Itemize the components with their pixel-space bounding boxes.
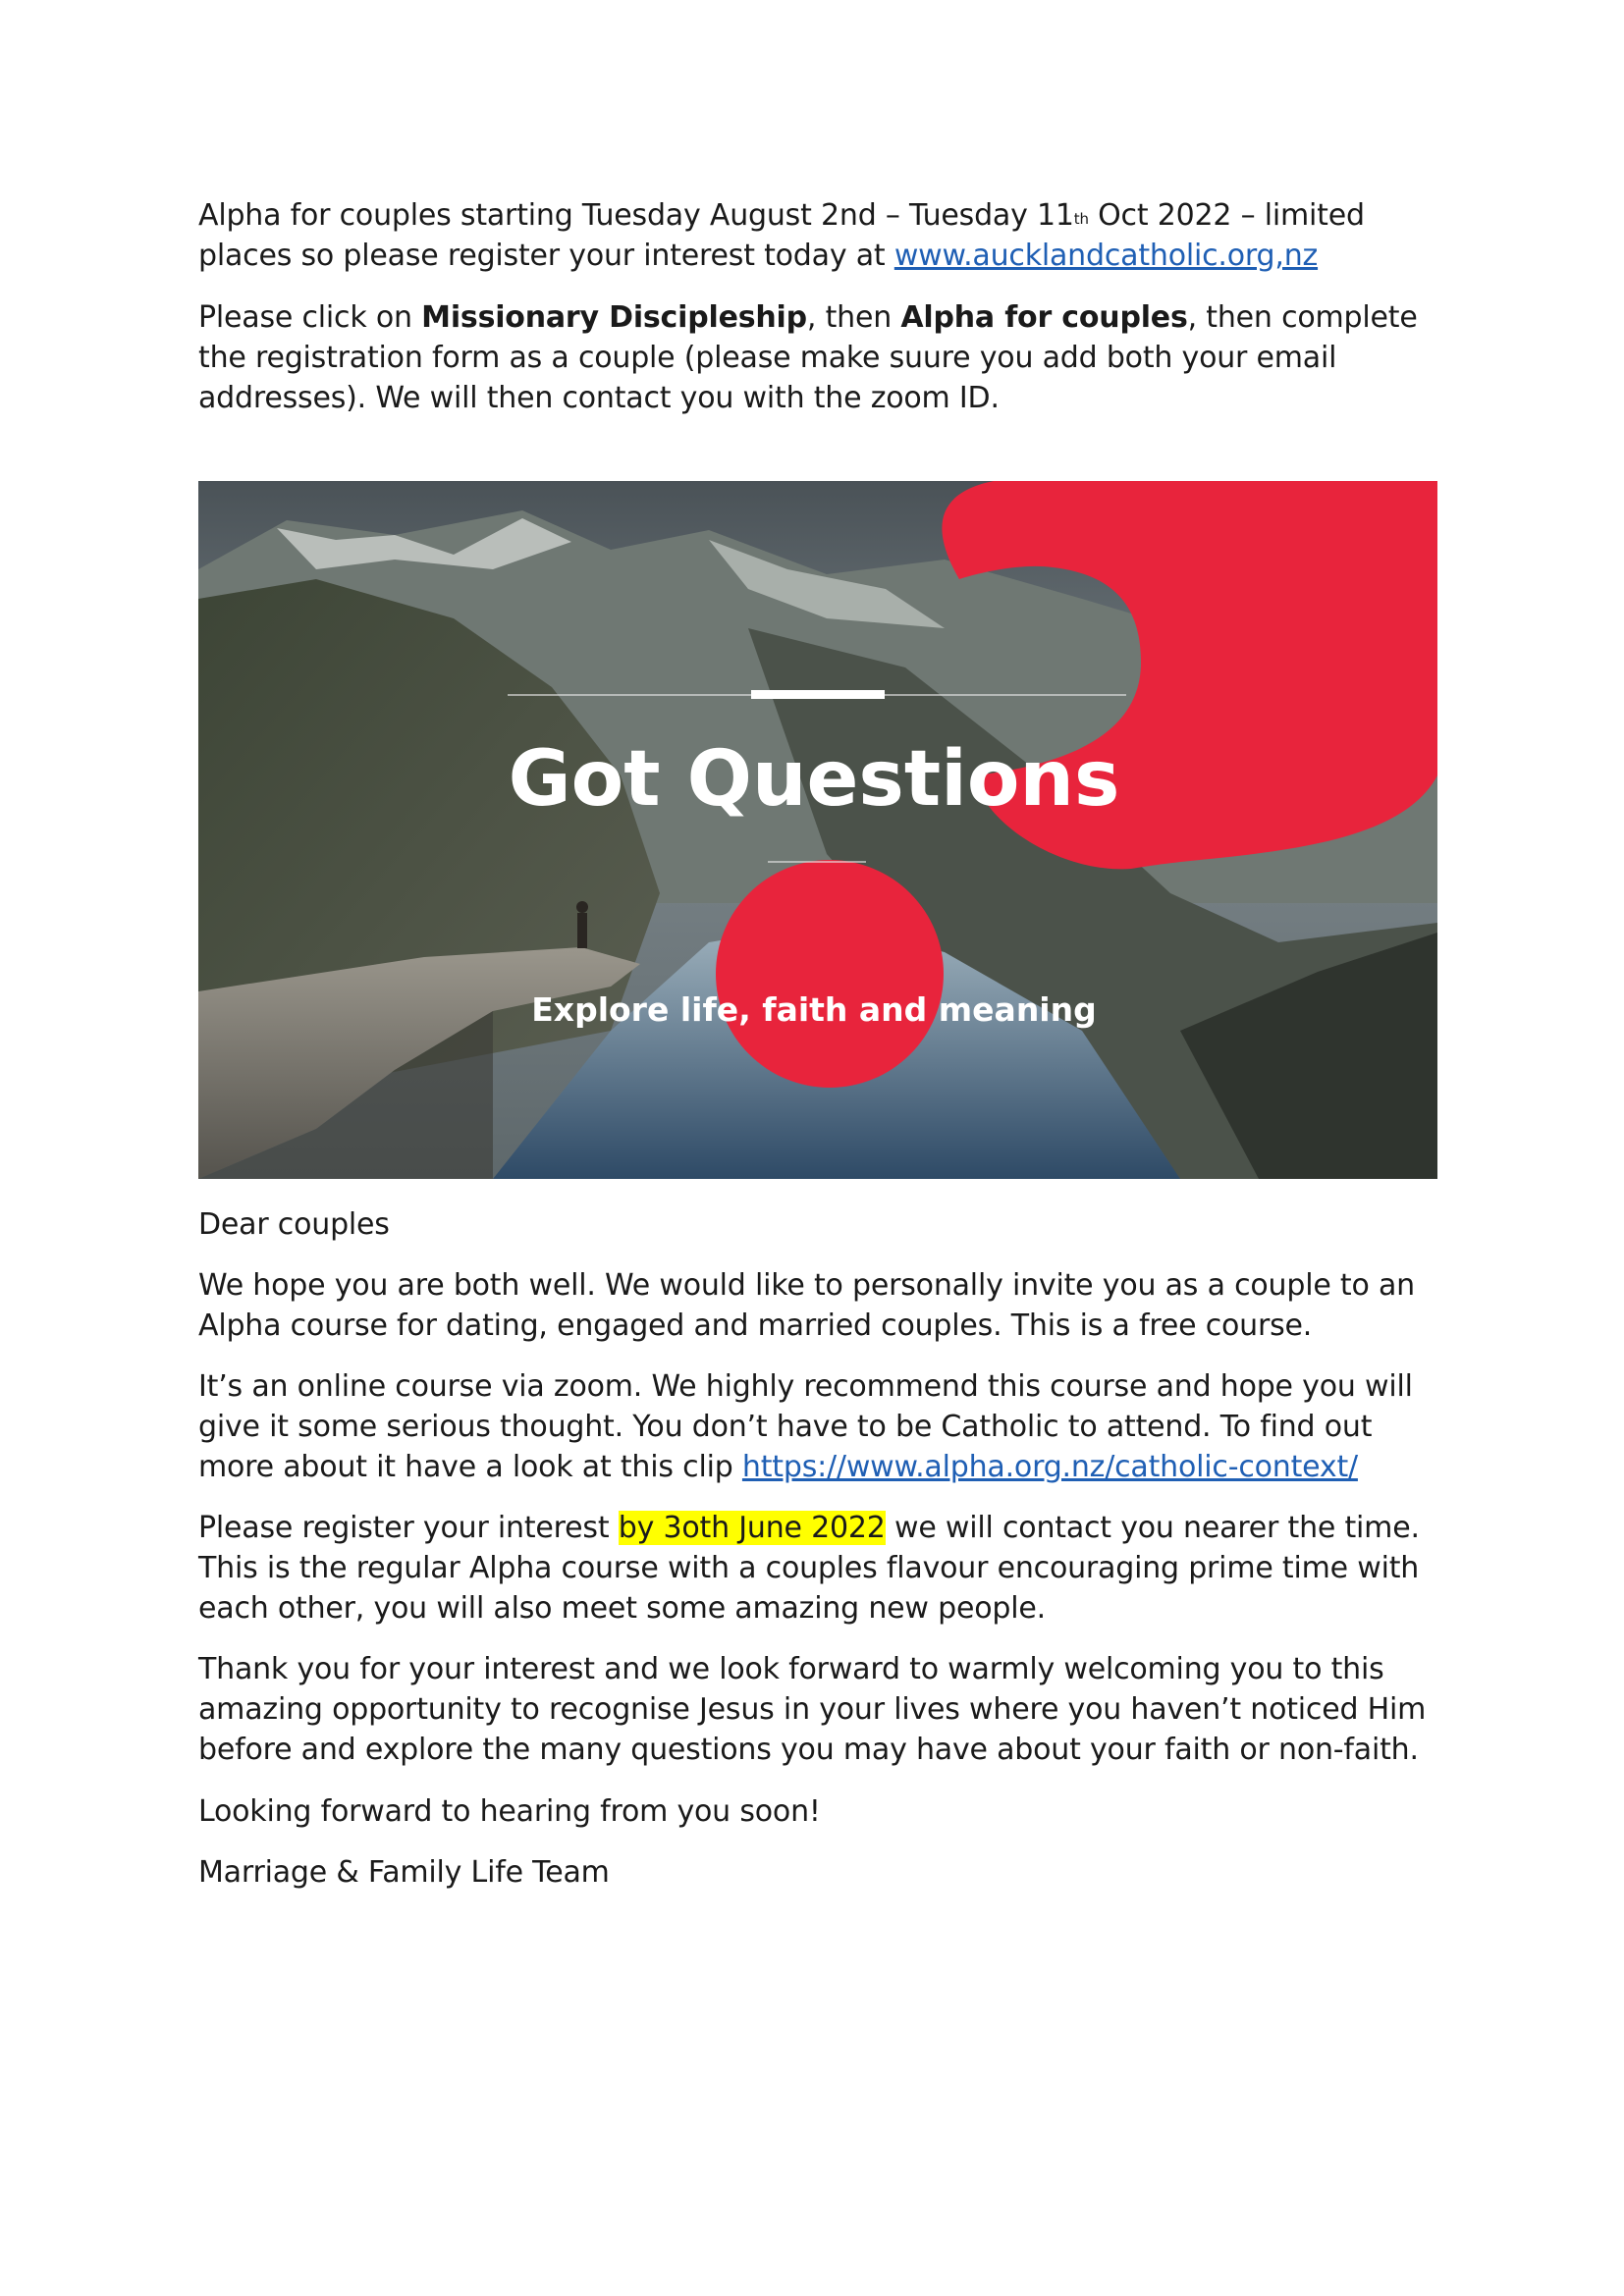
paragraph-3-pre: Please register your interest: [198, 1511, 619, 1545]
instructions-pre: Please click on: [198, 300, 422, 335]
alpha-for-couples-text: Alpha for couples: [900, 300, 1188, 335]
intro-line2: places so please register your interest today at: [198, 239, 894, 273]
letter-signature: Marriage & Family Life Team: [198, 1855, 610, 1890]
letter-paragraph-1: We hope you are both well. We would like to personally invite you as a couple to an Alpha course for dating, engaged and married couples. This is a free course.: [198, 1268, 1415, 1343]
auckland-catholic-link[interactable]: www.aucklandcatholic.org,nz: [893, 239, 1319, 273]
paragraph-2-text: It’s an online course via zoom. We highly recommend this course and hope you will give it some serious thought. You don’t have to be Catholic to attend. To find out more about it have a look at this clip: [198, 1369, 1413, 1484]
paragraph-3-post: we will contact you nearer the time. This is the regular Alpha course with a couples flavour encouraging prime time with each other, you will also meet some amazing new people.: [198, 1511, 1420, 1626]
missionary-discipleship-text: Missionary Discipleship: [421, 300, 807, 335]
instructions-post: , then complete the registration form as a couple (please make suure you add both your email addresses). We will then contact you with the zoom ID.: [198, 300, 1418, 415]
instructions-mid: , then: [806, 300, 901, 335]
deadline-highlight: by 3oth June 2022: [618, 1511, 886, 1545]
banner-title: Got Questions: [508, 735, 1120, 824]
intro-line1-rest: Oct 2022 – limited: [1088, 198, 1365, 233]
instructions-paragraph: [198, 297, 1437, 418]
letter-greeting: Dear couples: [198, 1207, 390, 1242]
intro-superscript: th: [1073, 210, 1089, 228]
intro-paragraph: [198, 195, 1365, 276]
letter-paragraph-3: [198, 1508, 1437, 1629]
banner-subtitle: Explore life, faith and meaning: [531, 990, 1097, 1029]
letter-paragraph-4: Thank you for your interest and we look forward to warmly welcoming you to this amazing opportunity to recognise Jesus in your lives where you haven’t noticed Him before and explore the many questions you may have about your faith or non-faith.: [198, 1652, 1427, 1767]
letter-paragraph-5: Looking forward to hearing from you soon!: [198, 1794, 821, 1829]
got-questions-banner: [198, 481, 1437, 1179]
alpha-catholic-context-link[interactable]: https://www.alpha.org.nz/catholic-context/: [741, 1450, 1358, 1484]
letter-paragraph-2: [198, 1366, 1437, 1487]
intro-line1: Alpha for couples starting Tuesday August 2nd – Tuesday 11: [198, 198, 1074, 233]
